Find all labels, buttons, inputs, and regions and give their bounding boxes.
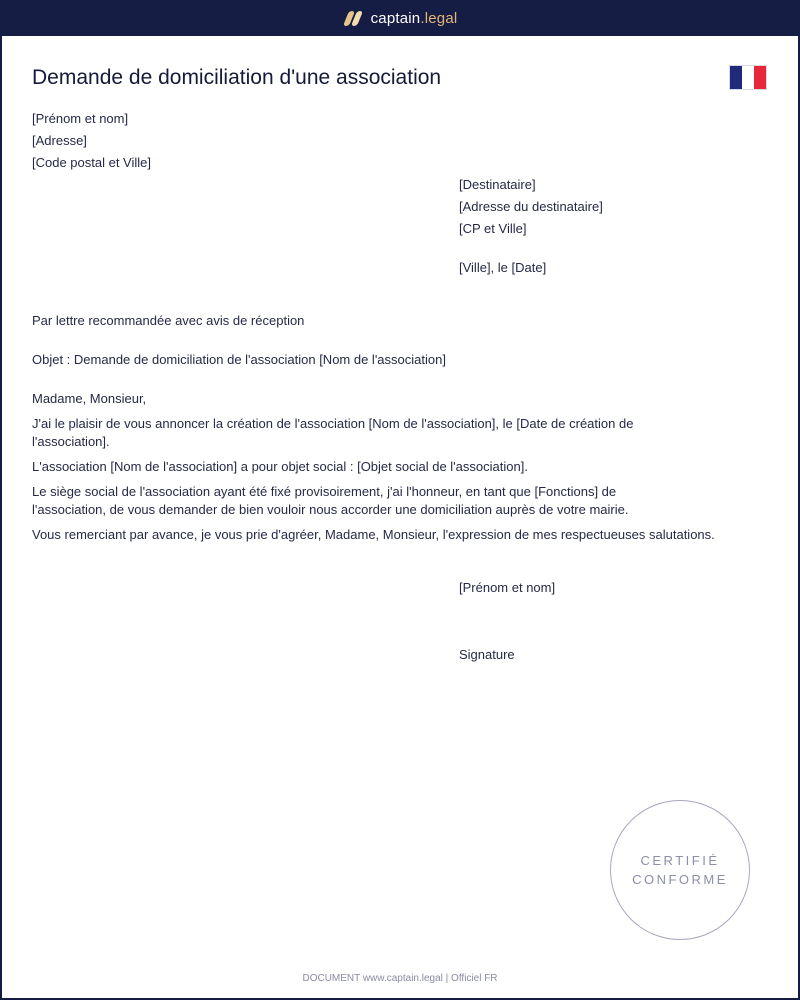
- body-paragraph: L'association [Nom de l'association] a pour objet social : [Objet social de l'association].: [32, 459, 528, 474]
- brand-name: [371, 10, 458, 27]
- stamp-line-1: CERTIFIÉ: [640, 853, 720, 868]
- france-flag-icon: [729, 65, 767, 90]
- recipient-name: [Destinataire]: [459, 177, 536, 192]
- sender-address: [Adresse]: [32, 133, 87, 148]
- closing-paragraph: Vous remerciant par avance, je vous prie d'agréer, Madame, Monsieur, l'expression de mes respectueuses salutations.: [32, 527, 715, 542]
- delivery-mode: Par lettre recommandée avec avis de réception: [32, 313, 305, 328]
- brand[interactable]: [343, 9, 458, 27]
- letter-subject: Objet : Demande de domiciliation de l'association [Nom de l'association]: [32, 352, 446, 367]
- page-footer: DOCUMENT www.captain.legal | Officiel FR: [302, 973, 498, 984]
- signature-label: Signature: [459, 647, 515, 662]
- stamp-line-2: CONFORME: [632, 872, 728, 887]
- body-paragraph: J'ai le plaisir de vous annoncer la création de l'association [Nom de l'association], le [Date de création de l'association].: [32, 416, 634, 449]
- brand-tld: .legal: [420, 9, 458, 27]
- sender-name: [Prénom et nom]: [32, 111, 129, 126]
- date-line: [Ville], le [Date]: [459, 260, 547, 275]
- body-paragraph: Le siège social de l'association ayant été fixé provisoirement, j'ai l'honneur, en tant que [Fonctions] de l'association, de vous demander de bien vouloir nous accorder une domiciliation auprès de votre mairie.: [32, 484, 629, 517]
- signer-name: [Prénom et nom]: [459, 580, 556, 595]
- document-page: [2, 36, 798, 998]
- salutation: Madame, Monsieur,: [32, 391, 147, 406]
- document-title: Demande de domiciliation d'une association: [32, 66, 442, 89]
- captain-logo-icon: [343, 9, 363, 27]
- brand-name-text: captain: [370, 9, 421, 27]
- top-header-bar: [0, 0, 800, 36]
- certified-stamp: [610, 800, 750, 940]
- sender-city: [Code postal et Ville]: [32, 155, 151, 170]
- recipient-city: [CP et Ville]: [459, 221, 527, 236]
- recipient-address: [Adresse du destinataire]: [459, 199, 603, 214]
